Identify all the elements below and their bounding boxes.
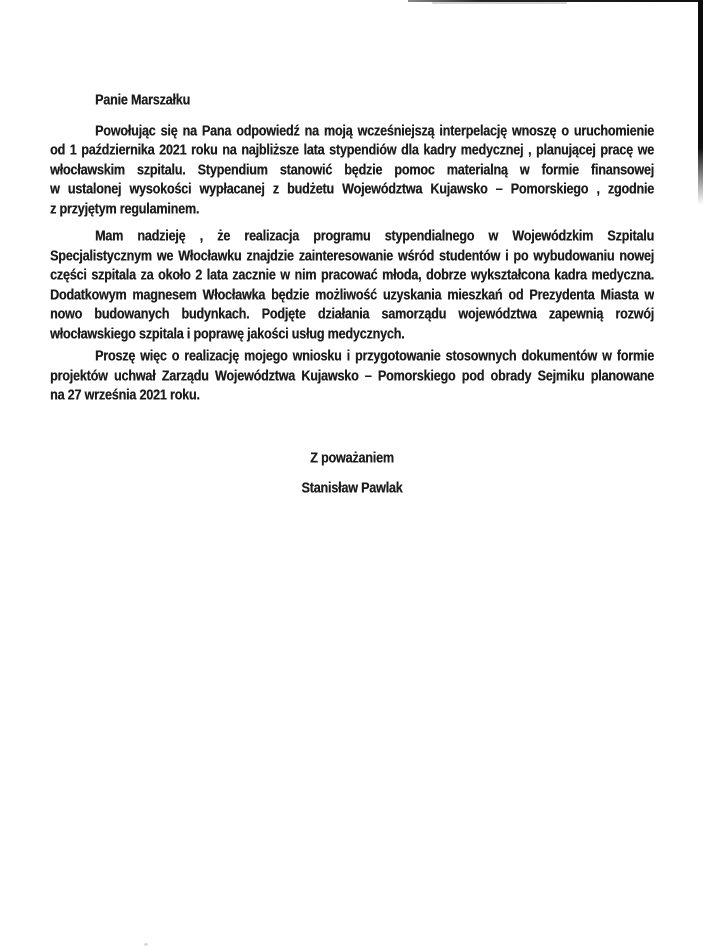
text-line: części szpitala za około 2 lata zacznie w nim pracować młoda, dobrze wykształcona kadra medyczna.	[50, 266, 654, 284]
text-line: na 27 września 2021 roku.	[50, 386, 200, 404]
text-line: Powołując się na Pana odpowiedź na moją wcześniejszą interpelację wnoszę o uruchomienie	[95, 122, 654, 139]
text-line: w ustalonej wysokości wypłacanej z budżetu Województwa Kujawsko – Pomorskiego , zgodnie	[50, 180, 654, 198]
text-line: nowo budowanych budynkach. Podjęte działania samorządu województwa zapewnią rozwój	[50, 305, 654, 323]
salutation: Panie Marszałku	[95, 91, 190, 109]
paragraph	[50, 347, 654, 406]
text-line: Mam nadzieję , że realizacja programu stypendialnego w Wojewódzkim Szpitalu	[95, 227, 654, 245]
text-line: z przyjętym regulaminem.	[50, 200, 200, 217]
text-line: włocławskim szpitalu. Stypendium stanowić będzie pomoc materialną w formie finansowej	[50, 161, 654, 178]
scan-artifact-right-edge	[698, 0, 703, 205]
signature-name: Stanisław Pawlak	[301, 479, 403, 497]
scan-artifact-speck	[144, 943, 148, 946]
text-line: Specjalistycznym we Włocławku znajdzie zainteresowanie wśród studentów i po wybudowaniu nowej	[50, 247, 654, 264]
text-line: od 1 października 2021 roku na najbliższe lata stypendiów dla kadry medycznej , planującej pracę we	[50, 141, 654, 159]
closing-phrase: Z poważaniem	[310, 449, 394, 466]
paragraph	[50, 227, 654, 344]
text-line: włocławskiego szpitala i poprawę jakości usług medycznych.	[50, 325, 405, 342]
letter-body	[50, 122, 654, 406]
text-line: Dodatkowym magnesem Włocławka będzie możliwość uzyskania mieszkań od Prezydenta Miasta w	[50, 286, 654, 303]
text-line: projektów uchwał Zarządu Województwa Kujawsko – Pomorskiego pod obrady Sejmiku planowane	[50, 367, 654, 384]
paragraph	[50, 122, 654, 220]
letter-content	[50, 0, 654, 499]
text-line: Proszę więc o realizację mojego wniosku i przygotowanie stosownych dokumentów w formie	[95, 347, 654, 365]
